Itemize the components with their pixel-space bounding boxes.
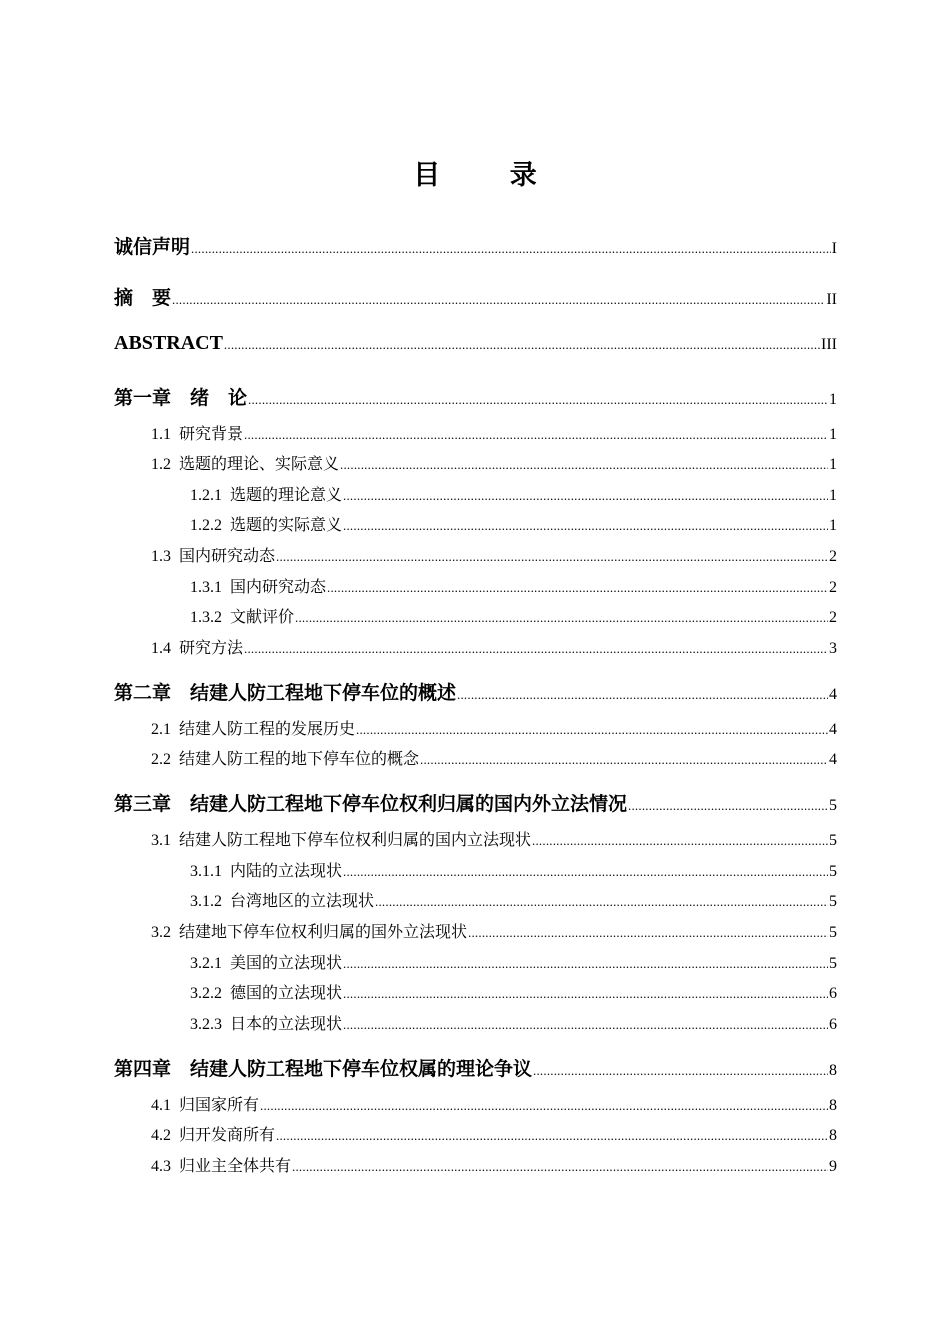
section-number: 3.1.2 — [190, 893, 222, 910]
section-number: 1.2 — [151, 456, 171, 473]
section-title: 结建人防工程的发展历史 — [179, 721, 356, 738]
section-number: 4.1 — [151, 1097, 171, 1114]
leader-dots — [343, 518, 828, 534]
leader-dots — [224, 337, 820, 353]
section-number: 3.1.1 — [190, 863, 222, 880]
section-title: 日本的立法现状 — [230, 1016, 343, 1033]
section-title: 文献评价 — [230, 609, 295, 626]
toc-entry-1-2-1[interactable] — [190, 482, 837, 505]
leader-dots — [248, 392, 828, 408]
toc-page-number: 8 — [829, 1062, 837, 1079]
section-title: 国内研究动态 — [179, 548, 276, 565]
toc-entry-1-3[interactable] — [151, 543, 837, 566]
section-title: 内陆的立法现状 — [230, 863, 343, 880]
section-title: 结建人防工程的地下停车位的概念 — [179, 751, 420, 768]
toc-page-number: 8 — [829, 1127, 837, 1144]
leader-dots — [343, 956, 828, 972]
toc-page-number: 1 — [829, 517, 837, 534]
leader-dots — [343, 488, 828, 504]
section-number: 1.3.1 — [190, 579, 222, 596]
toc-entry-label: 诚信声明 — [114, 236, 191, 258]
toc-page-number: 2 — [829, 609, 837, 626]
section-title: 台湾地区的立法现状 — [230, 893, 375, 910]
toc-entry-1-3-1[interactable] — [190, 574, 837, 597]
toc-page-number: 5 — [829, 955, 837, 972]
section-title: 选题的理论意义 — [230, 487, 343, 504]
toc-entry-1-3-2[interactable] — [190, 604, 837, 627]
section-number: 1.2.2 — [190, 517, 222, 534]
toc-entry-3-2-2[interactable] — [190, 980, 837, 1003]
toc-page-number: 1 — [829, 487, 837, 504]
toc-page-number: 4 — [829, 686, 837, 703]
toc-entry-4-1[interactable] — [151, 1092, 837, 1115]
toc-entry-label: 摘 要 — [114, 287, 172, 309]
toc-entry-chapter-4[interactable] — [114, 1054, 837, 1081]
toc-entry-label: 第一章 绪 论 — [114, 387, 248, 409]
section-number: 4.2 — [151, 1127, 171, 1144]
section-number: 2.1 — [151, 721, 171, 738]
toc-page-number: 1 — [829, 426, 837, 443]
section-title: 国内研究动态 — [230, 579, 327, 596]
toc-entry-label: ABSTRACT — [114, 332, 223, 354]
toc-page-number: 5 — [829, 832, 837, 849]
section-title: 归国家所有 — [179, 1097, 260, 1114]
toc-entry-label: 第四章 结建人防工程地下停车位权属的理论争议 — [114, 1058, 533, 1080]
leader-dots — [191, 241, 831, 257]
toc-page-number: 3 — [829, 640, 837, 657]
leader-dots — [292, 1159, 828, 1175]
toc-entry-chapter-2[interactable] — [114, 678, 837, 705]
leader-dots — [327, 580, 828, 596]
toc-entry-chapter-1[interactable] — [114, 383, 837, 410]
leader-dots — [260, 1098, 828, 1114]
leader-dots — [276, 1128, 828, 1144]
toc-page-number: 6 — [829, 985, 837, 1002]
toc-page-number: 4 — [829, 751, 837, 768]
toc-page-number: 2 — [829, 548, 837, 565]
toc-entry-3-2-3[interactable] — [190, 1011, 837, 1034]
leader-dots — [295, 610, 828, 626]
toc-page-number: 5 — [829, 863, 837, 880]
section-number: 3.2.1 — [190, 955, 222, 972]
section-number: 3.1 — [151, 832, 171, 849]
leader-dots — [533, 1063, 828, 1079]
toc-entry-3-1-2[interactable] — [190, 888, 837, 911]
leader-dots — [468, 925, 828, 941]
section-number: 1.2.1 — [190, 487, 222, 504]
toc-entry-chapter-3[interactable] — [114, 789, 837, 816]
toc-page-number: 4 — [829, 721, 837, 738]
section-title: 选题的理论、实际意义 — [179, 456, 340, 473]
leader-dots — [532, 833, 828, 849]
toc-page-number: 5 — [829, 924, 837, 941]
leader-dots — [375, 894, 828, 910]
toc-page-number: 5 — [829, 893, 837, 910]
leader-dots — [343, 986, 828, 1002]
section-number: 3.2 — [151, 924, 171, 941]
section-title: 研究背景 — [179, 426, 244, 443]
section-title: 归开发商所有 — [179, 1127, 276, 1144]
section-title: 美国的立法现状 — [230, 955, 343, 972]
toc-page-number: 1 — [829, 456, 837, 473]
toc-entry-integrity[interactable] — [114, 232, 837, 259]
toc-page-number: II — [826, 291, 837, 308]
toc-page-number: III — [821, 336, 837, 353]
section-number: 2.2 — [151, 751, 171, 768]
toc-page-number: 5 — [829, 797, 837, 814]
leader-dots — [244, 427, 828, 443]
toc-page-number: 9 — [829, 1158, 837, 1175]
leader-dots — [244, 641, 828, 657]
toc-entry-2-1[interactable] — [151, 716, 837, 739]
section-title: 德国的立法现状 — [230, 985, 343, 1002]
toc-entry-3-1-1[interactable] — [190, 858, 837, 881]
leader-dots — [457, 687, 828, 703]
leader-dots — [172, 292, 825, 308]
toc-entry-2-2[interactable] — [151, 746, 837, 769]
section-number: 1.3 — [151, 548, 171, 565]
toc-entry-3-2[interactable] — [151, 919, 837, 942]
leader-dots — [276, 549, 828, 565]
toc-entry-abstract-en[interactable] — [114, 332, 837, 355]
section-number: 3.2.2 — [190, 985, 222, 1002]
leader-dots — [343, 1017, 828, 1033]
toc-entry-4-3[interactable] — [151, 1153, 837, 1176]
section-number: 1.4 — [151, 640, 171, 657]
toc-page-number: 6 — [829, 1016, 837, 1033]
toc-entry-3-1[interactable] — [151, 827, 837, 850]
leader-dots — [343, 864, 828, 880]
section-title: 结建地下停车位权利归属的国外立法现状 — [179, 924, 468, 941]
section-title: 研究方法 — [179, 640, 244, 657]
leader-dots — [356, 722, 828, 738]
section-number: 1.3.2 — [190, 609, 222, 626]
toc-title: 目 录 — [413, 160, 567, 191]
toc-page-number: I — [831, 240, 837, 257]
leader-dots — [628, 798, 828, 814]
leader-dots — [340, 457, 828, 473]
section-number: 4.3 — [151, 1158, 171, 1175]
toc-page-number: 1 — [829, 391, 837, 408]
toc-entry-abstract-cn[interactable] — [114, 283, 837, 310]
section-number: 1.1 — [151, 426, 171, 443]
toc-page-number: 2 — [829, 579, 837, 596]
section-number: 3.2.3 — [190, 1016, 222, 1033]
toc-entry-3-2-1[interactable] — [190, 950, 837, 973]
section-title: 结建人防工程地下停车位权利归属的国内立法现状 — [179, 832, 532, 849]
toc-entry-1-4[interactable] — [151, 635, 837, 658]
leader-dots — [420, 752, 828, 768]
toc-entry-1-1[interactable] — [151, 421, 837, 444]
toc-entry-label: 第二章 结建人防工程地下停车位的概述 — [114, 682, 457, 704]
section-title: 选题的实际意义 — [230, 517, 343, 534]
toc-entry-4-2[interactable] — [151, 1122, 837, 1145]
section-title: 归业主全体共有 — [179, 1158, 292, 1175]
toc-page-number: 8 — [829, 1097, 837, 1114]
toc-entry-1-2[interactable] — [151, 451, 837, 474]
toc-entry-label: 第三章 结建人防工程地下停车位权利归属的国内外立法情况 — [114, 793, 628, 815]
toc-entry-1-2-2[interactable] — [190, 512, 837, 535]
